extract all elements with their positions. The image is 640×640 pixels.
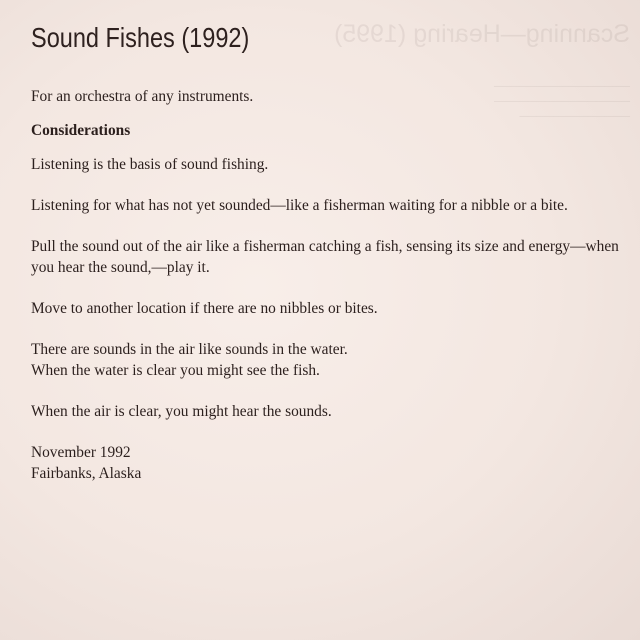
show-through-line: ──────────────── <box>493 79 630 93</box>
instrumentation-note: For an orchestra of any instruments. <box>31 88 254 105</box>
show-through-line: ──────────────── <box>493 94 630 108</box>
closing-line-sounds-in-air: There are sounds in the air like sounds in the water. <box>31 341 348 358</box>
paragraph-fisherman-waiting: Listening for what has not yet sounded—like a fisherman waiting for a nibble or a bite. <box>31 197 568 214</box>
paragraph-move-location: Move to another location if there are no nibbles or bites. <box>31 300 378 317</box>
considerations-heading: Considerations <box>31 122 131 139</box>
composition-date: November 1992 <box>31 444 131 461</box>
paragraph-pull-the-sound: Pull the sound out of the air like a fisherman catching a fish, sensing its size and energy—when you hear the sound,—play it. <box>31 238 619 276</box>
composition-place: Fairbanks, Alaska <box>31 465 142 482</box>
closing-line-air-clear: When the air is clear, you might hear the sounds. <box>31 403 332 420</box>
paragraph-listening: Listening is the basis of sound fishing. <box>31 156 269 173</box>
show-through-line: ───────────── <box>519 109 630 123</box>
closing-line-water-clear: When the water is clear you might see the fish. <box>31 362 320 379</box>
page-title: Sound Fishes (1992) <box>31 22 250 53</box>
show-through-title: Scanning—Hearing (1995) <box>333 20 630 48</box>
poem-text-block <box>31 21 621 484</box>
